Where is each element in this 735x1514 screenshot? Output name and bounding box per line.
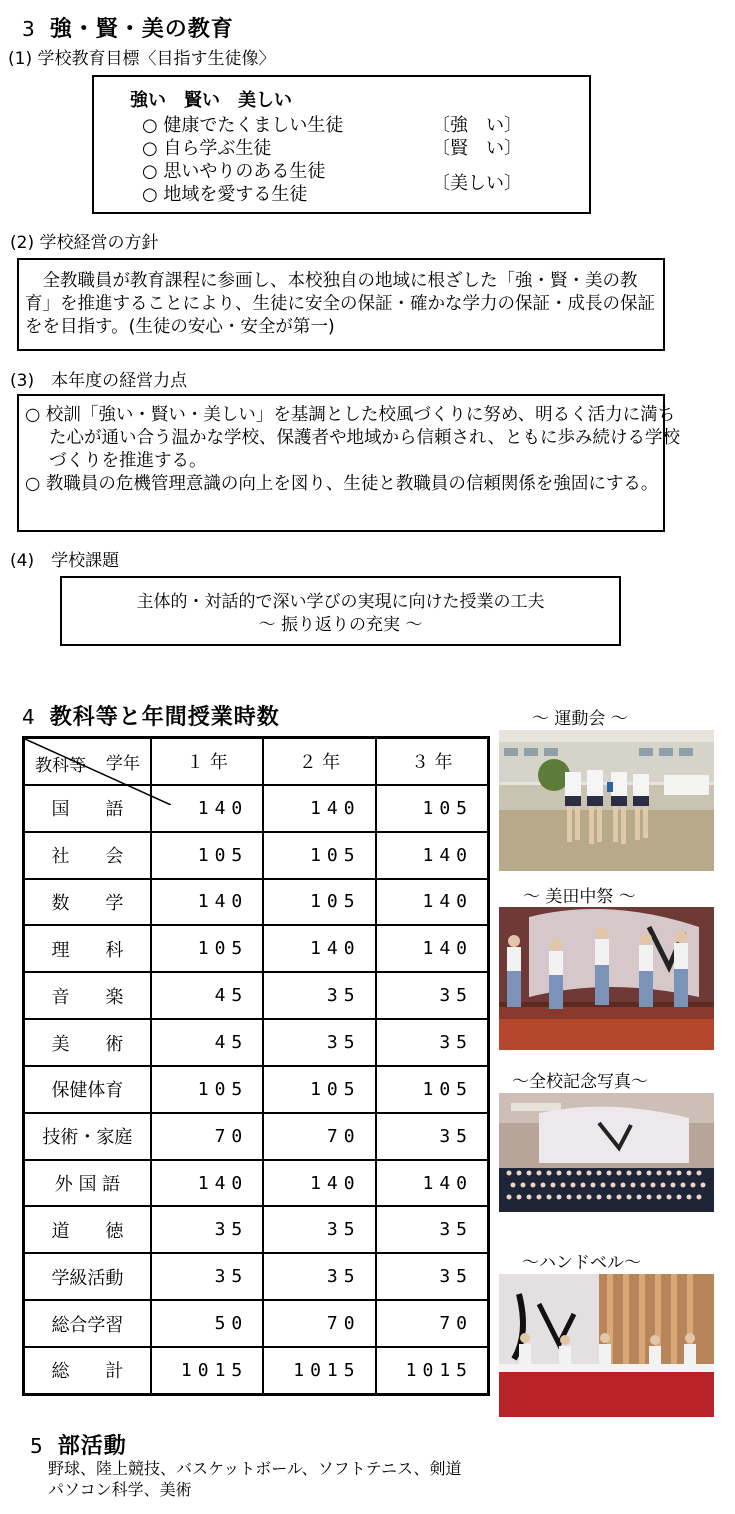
- hours-cell: 35: [263, 1253, 375, 1300]
- grade-header: ２ 年: [263, 738, 375, 785]
- table-row: [24, 972, 489, 1019]
- table-row: [24, 1160, 489, 1207]
- section3-number: 3: [22, 17, 36, 41]
- hours-cell: 140: [376, 1160, 489, 1207]
- table-row: [24, 1019, 489, 1066]
- hours-cell: 50: [151, 1300, 263, 1347]
- hours-cell: 105: [376, 785, 489, 832]
- school-group-photo: [499, 1093, 714, 1212]
- focus-heading: (3) 本年度の経営力点: [10, 371, 188, 391]
- hours-cell: 105: [263, 1066, 375, 1113]
- table-row: [24, 879, 489, 926]
- hours-cell: 45: [151, 1019, 263, 1066]
- goal-item: ○ 健康でたくましい生徒: [142, 115, 344, 136]
- hours-cell: 35: [376, 1206, 489, 1253]
- corner-cell: [24, 738, 151, 785]
- hours-cell: 140: [376, 879, 489, 926]
- subject-cell: 総合学習: [24, 1300, 151, 1347]
- section5-number: 5: [30, 1434, 44, 1458]
- school-festival-photo: [499, 907, 714, 1050]
- subject-cell: 国 語: [24, 785, 151, 832]
- subject-cell: 総 計: [24, 1347, 151, 1395]
- section5-heading: [30, 1429, 127, 1460]
- table-row: [24, 925, 489, 972]
- hours-cell: 45: [151, 972, 263, 1019]
- goals-title: 強い 賢い 美しい: [130, 90, 292, 111]
- subject-cell: 音 楽: [24, 972, 151, 1019]
- hours-cell: 1015: [376, 1347, 489, 1395]
- table-row: [24, 1066, 489, 1113]
- hours-cell: 105: [376, 1066, 489, 1113]
- subject-cell: 美 術: [24, 1019, 151, 1066]
- policy-box: [17, 258, 665, 351]
- issue-heading: (4) 学校課題: [10, 551, 120, 571]
- subject-cell: 理 科: [24, 925, 151, 972]
- policy-text: 全教職員が教育課程に参画し、本校独自の地域に根ざした「強・賢・美の教育」を推進することにより、生徒に安全の保証・確かな学力の保証・成長の保証をを目指す。(生徒の安心・安全が第一): [25, 271, 655, 337]
- focus-box: [17, 394, 681, 532]
- photo-caption: ～ハンドベル～: [522, 1253, 641, 1273]
- class-hours-table: [22, 736, 490, 1396]
- photo-caption: ～全校記念写真～: [512, 1072, 648, 1092]
- hours-cell: 140: [376, 832, 489, 879]
- goal-tag: 〔強 い〕: [432, 115, 522, 136]
- hours-cell: 140: [263, 1160, 375, 1207]
- section5-title: 部活動: [57, 1434, 127, 1459]
- hours-cell: 140: [263, 785, 375, 832]
- hours-cell: 105: [151, 925, 263, 972]
- section3-title: 強・賢・美の教育: [49, 17, 234, 42]
- focus-item: ○ 教職員の危機管理意識の向上を図り、生徒と教職員の信頼関係を強固にする。: [25, 474, 659, 494]
- subject-cell: 保健体育: [24, 1066, 151, 1113]
- hours-cell: 140: [263, 925, 375, 972]
- goal-item: ○ 思いやりのある生徒: [142, 161, 326, 182]
- club-list-line: パソコン科学、美術: [48, 1480, 192, 1499]
- section3-heading: [22, 12, 234, 43]
- hours-cell: 105: [263, 832, 375, 879]
- grade-header: １ 年: [151, 738, 263, 785]
- subject-cell: 外 国 語: [24, 1160, 151, 1207]
- table-header-row: [24, 738, 489, 785]
- subject-cell: 学級活動: [24, 1253, 151, 1300]
- hours-cell: 35: [376, 1253, 489, 1300]
- goals-heading: (1) 学校教育目標〈目指す生徒像〉: [8, 49, 276, 69]
- issue-box: [60, 576, 621, 646]
- photo-caption: ～ 運動会 ～: [532, 709, 628, 729]
- goal-item: ○ 自ら学ぶ生徒: [142, 138, 272, 159]
- hours-cell: 70: [376, 1300, 489, 1347]
- issue-line: 主体的・対話的で深い学びの実現に向けた授業の工夫: [136, 592, 545, 612]
- hours-cell: 35: [263, 972, 375, 1019]
- table-row: [24, 1206, 489, 1253]
- hours-cell: 70: [263, 1113, 375, 1160]
- subject-cell: 道 徳: [24, 1206, 151, 1253]
- policy-heading: (2) 学校経営の方針: [10, 233, 159, 253]
- table-row: [24, 1300, 489, 1347]
- goals-box: [92, 75, 591, 214]
- hours-cell: 105: [151, 1066, 263, 1113]
- hours-cell: 35: [376, 972, 489, 1019]
- hours-cell: 35: [376, 1113, 489, 1160]
- subject-cell: 数 学: [24, 879, 151, 926]
- hours-cell: 140: [151, 785, 263, 832]
- hours-cell: 140: [151, 1160, 263, 1207]
- section4-title: 教科等と年間授業時数: [49, 705, 280, 730]
- table-row: [24, 1113, 489, 1160]
- hours-cell: 35: [376, 1019, 489, 1066]
- hours-cell: 1015: [151, 1347, 263, 1395]
- subject-cell: 社 会: [24, 832, 151, 879]
- hours-cell: 70: [263, 1300, 375, 1347]
- hours-cell: 105: [151, 832, 263, 879]
- handbell-photo: [499, 1274, 714, 1417]
- hours-cell: 35: [151, 1253, 263, 1300]
- photo-caption: ～ 美田中祭 ～: [523, 887, 636, 907]
- corner-subject-label: 教科等: [35, 755, 86, 776]
- hours-cell: 140: [151, 879, 263, 926]
- hours-cell: 1015: [263, 1347, 375, 1395]
- focus-item: ○ 校訓「強い・賢い・美しい」を基調とした校風づくりに努め、明るく活力に満ちた心が通い合う温かな学校、保護者や地域から信頼され、ともに歩み続ける学校づくりを推進する。: [25, 405, 681, 471]
- subject-cell: 技術・家庭: [24, 1113, 151, 1160]
- section4-heading: [22, 700, 280, 731]
- issue-subline: ～ 振り返りの充実 ～: [258, 615, 423, 635]
- goal-item: ○ 地域を愛する生徒: [142, 184, 308, 205]
- table-row: [24, 1253, 489, 1300]
- section4-number: 4: [22, 705, 36, 729]
- hours-cell: 35: [151, 1206, 263, 1253]
- hours-cell: 140: [376, 925, 489, 972]
- club-list-line: 野球、陸上競技、バスケットボール、ソフトテニス、剣道: [48, 1459, 462, 1478]
- sports-day-photo: [499, 730, 714, 871]
- hours-cell: 35: [263, 1206, 375, 1253]
- corner-grade-label: 学年: [105, 754, 140, 774]
- hours-cell: 70: [151, 1113, 263, 1160]
- goal-tag: 〔賢 い〕: [432, 138, 522, 159]
- hours-cell: 105: [263, 879, 375, 926]
- grade-header: ３ 年: [376, 738, 489, 785]
- table-total-row: [24, 1347, 489, 1395]
- table-row: [24, 832, 489, 879]
- goal-tag: 〔美しい〕: [432, 173, 522, 194]
- hours-cell: 35: [263, 1019, 375, 1066]
